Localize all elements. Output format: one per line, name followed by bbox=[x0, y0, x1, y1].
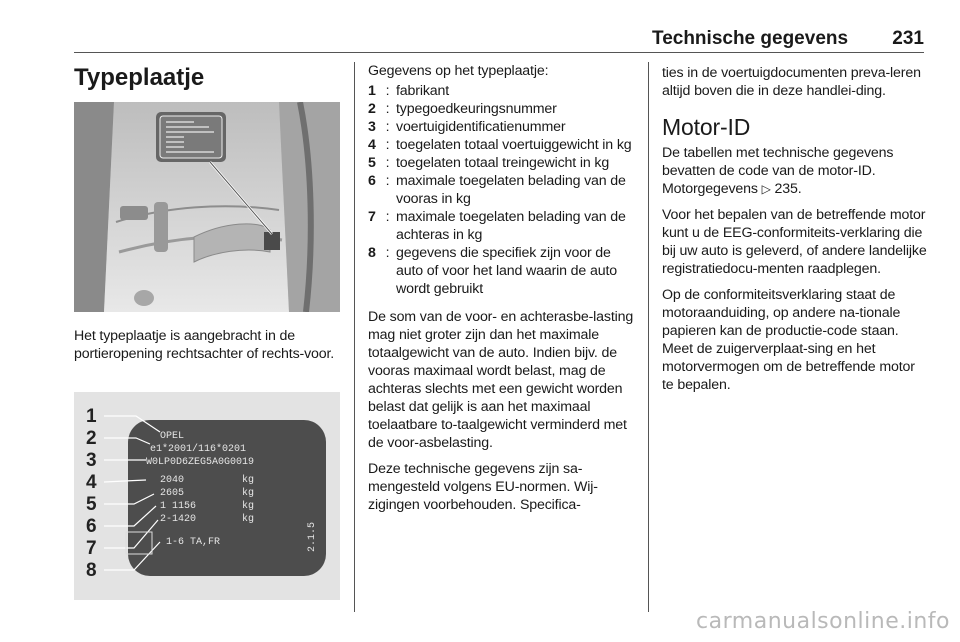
motor-id-heading: Motor-ID bbox=[662, 114, 751, 140]
legend-list bbox=[368, 82, 640, 298]
legend-column bbox=[368, 62, 640, 522]
motor-id-intro-text: De tabellen met technische gegevens bevatten de code van de motor-ID. Motorgegevens bbox=[662, 145, 894, 197]
legend-item: 4 : toegelaten totaal voertuiggewicht in kg bbox=[368, 136, 640, 154]
legend-text: maximale toegelaten belading van de vooras in kg bbox=[396, 173, 626, 207]
legend-item: 5 : toegelaten totaal treingewicht in kg bbox=[368, 154, 640, 172]
plate-weight-1: 2040 bbox=[160, 475, 185, 486]
legend-intro: Gegevens op het typeplaatje: bbox=[368, 63, 549, 79]
door-opening-photo bbox=[74, 102, 340, 312]
plate-side-code: 2.1.5 bbox=[307, 521, 318, 552]
plate-weight-2: 2605 bbox=[160, 488, 185, 499]
legend-item: 3 : voertuigidentificatienummer bbox=[368, 118, 640, 136]
running-header-title: Technische gegevens bbox=[652, 28, 849, 49]
column-divider-1 bbox=[354, 62, 355, 612]
plate-manufacturer: OPEL bbox=[160, 431, 185, 442]
engine-code-paragraph: Op de conformiteitsverklaring staat de motoraanduiding, op andere na-tionale papieren kan de productie-code staan. Meet de zuigerverplaat-sing en het motorvermogen om de betreffende motor te bepalen. bbox=[662, 287, 915, 393]
section-title: Typeplaatje bbox=[74, 64, 205, 91]
page-number: 231 bbox=[892, 28, 924, 49]
legend-item: 7 : maximale toegelaten belading van de achteras in kg bbox=[368, 208, 640, 244]
motor-id-intro bbox=[662, 144, 928, 198]
legend-number: 2 bbox=[368, 101, 376, 117]
legend-text: toegelaten totaal voertuiggewicht in kg bbox=[396, 137, 632, 153]
door-opening-illustration bbox=[74, 102, 340, 312]
type-plate-diagram bbox=[74, 392, 340, 600]
callout-8: 8 bbox=[86, 560, 97, 581]
continued-paragraph: ties in de voertuigdocumenten preva-leren altijd boven die in deze handlei-ding. bbox=[662, 65, 921, 99]
callout-4: 4 bbox=[86, 472, 97, 493]
legend-text: fabrikant bbox=[396, 83, 450, 99]
legend-number: 1 bbox=[368, 83, 376, 99]
photo-caption: Het typeplaatje is aangebracht in de portieropening rechtsachter of rechts-voor. bbox=[74, 328, 335, 362]
legend-number: 7 bbox=[368, 209, 376, 225]
legend-item: 6 : maximale toegelaten belading van de vooras in kg bbox=[368, 172, 640, 208]
plate-weight-3: 1 1156 bbox=[160, 501, 197, 512]
callout-1: 1 bbox=[86, 406, 97, 427]
axle-load-paragraph: De som van de voor- en achterasbe-lasting mag niet groter zijn dan het maximale totaalgewicht van de auto. Indien bijv. de vooras maximaal wordt belast, mag de achteras slechts met een gewicht worden belast dat gelijk is aan het maximaal toelaatbare to-taalgewicht verminderd met de voor-asbelasting. bbox=[368, 309, 634, 451]
legend-text: gegevens die specifiek zijn voor de auto of voor het land waarin de auto wordt gebruikt bbox=[396, 245, 617, 297]
legend-item: 2 : typegoedkeuringsnummer bbox=[368, 100, 640, 118]
plate-unit-4: kg bbox=[242, 514, 255, 525]
callout-6: 6 bbox=[86, 516, 97, 537]
plate-unit-2: kg bbox=[242, 488, 255, 499]
callout-2: 2 bbox=[86, 428, 97, 449]
motor-id-column bbox=[662, 64, 928, 402]
eu-norms-paragraph: Deze technische gegevens zijn sa-mengesteld volgens EU-normen. Wij-zigingen voorbehouden. Specifica- bbox=[368, 461, 598, 513]
watermark: carmanualsonline.info bbox=[696, 609, 950, 634]
legend-text: voertuigidentificatienummer bbox=[396, 119, 566, 135]
callout-5: 5 bbox=[86, 494, 97, 515]
legend-item: 1 : fabrikant bbox=[368, 82, 640, 100]
page-reference-link[interactable]: 235. bbox=[774, 181, 802, 197]
legend-number: 8 bbox=[368, 245, 376, 261]
plate-unit-3: kg bbox=[242, 501, 255, 512]
plate-approval-number: e1*2001/116*0201 bbox=[150, 444, 247, 455]
legend-number: 5 bbox=[368, 155, 376, 171]
legend-item: 8 : gegevens die specifiek zijn voor de auto of voor het land waarin de auto wordt gebruikt bbox=[368, 244, 640, 298]
callout-7: 7 bbox=[86, 538, 97, 559]
legend-text: toegelaten totaal treingewicht in kg bbox=[396, 155, 610, 171]
callout-3: 3 bbox=[86, 450, 97, 471]
header-rule bbox=[74, 52, 924, 53]
conformity-paragraph: Voor het bepalen van de betreffende motor kunt u de EEG-conformiteits-verklaring die bij uw auto is geleverd, of andere landelijke registratiedocu-menten raadplegen. bbox=[662, 207, 927, 277]
plate-vin: W0LP0D6ZEG5A0G0019 bbox=[146, 457, 255, 468]
legend-number: 3 bbox=[368, 119, 376, 135]
legend-number: 4 bbox=[368, 137, 376, 153]
page-reference-icon: ▷ bbox=[761, 182, 771, 196]
legend-text: maximale toegelaten belading van de achteras in kg bbox=[396, 209, 626, 243]
type-plate-illustration bbox=[74, 392, 340, 600]
legend-text: typegoedkeuringsnummer bbox=[396, 101, 557, 117]
plate-weight-4: 2-1420 bbox=[160, 514, 197, 525]
plate-unit-1: kg bbox=[242, 475, 255, 486]
plate-bottom-code: 1-6 TA,FR bbox=[166, 537, 221, 548]
legend-number: 6 bbox=[368, 173, 376, 189]
column-divider-2 bbox=[648, 62, 649, 612]
